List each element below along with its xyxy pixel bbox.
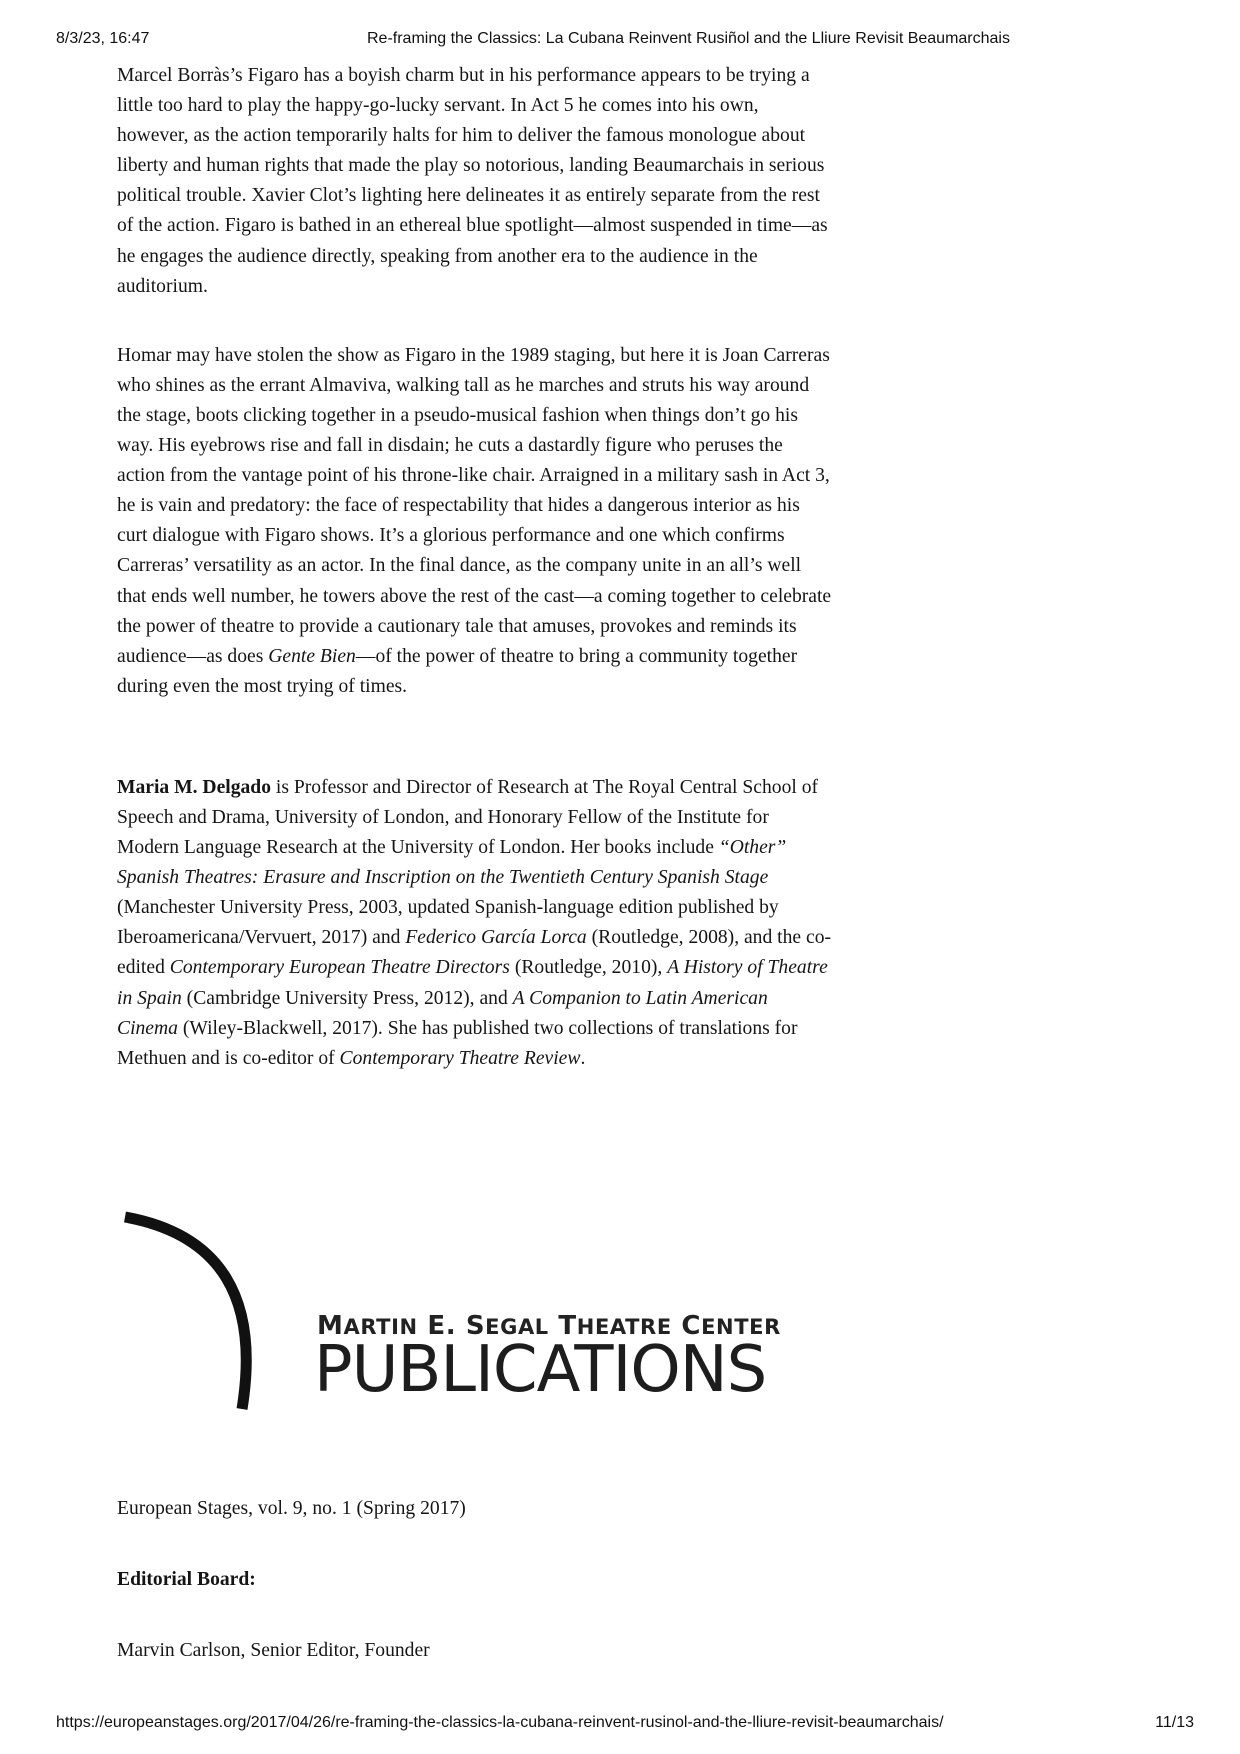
author-name: Maria M. Delgado	[117, 776, 271, 798]
issue-volume: European Stages, vol. 9, no. 1 (Spring 2017)	[117, 1498, 466, 1519]
paragraph-text: —of the power of theatre to bring a community together during even the most trying of times.	[117, 645, 798, 697]
print-url: https://europeanstages.org/2017/04/26/re-framing-the-classics-la-cubana-reinvent-rusinol-and-the-lliure-revisit-beaumarchais/	[56, 1714, 944, 1731]
book-title: A History of Theatre in Spain	[117, 957, 828, 1009]
article-paragraph	[117, 341, 833, 702]
bio-text: (Cambridge University Press, 2012), and	[181, 987, 513, 1009]
bio-text: is Professor and Director of Research at The Royal Central School of Speech and Drama, University of London, and Honorary Fellow of the Institute for Modern Language Research at the University of London. Her books include	[117, 776, 819, 859]
bio-text: (Routledge, 2008), and the co-edited	[117, 927, 832, 979]
author-bio	[117, 773, 833, 1074]
article-body	[117, 61, 833, 1074]
logo-line-center-name: MARTIN E. SEGAL THEATRE CENTER	[317, 1311, 781, 1341]
bio-text: .	[580, 1047, 586, 1069]
editor-entry: Marvin Carlson, Senior Editor, Founder	[117, 1640, 430, 1661]
bio-text: (Wiley-Blackwell, 2017). She has published two collections of translations for Methuen and is co-editor of	[117, 1017, 798, 1069]
book-title: A Companion to Latin American Cinema	[117, 987, 768, 1039]
arc-logo-icon	[119, 1203, 319, 1425]
book-title: “Other” Spanish Theatres: Erasure and Inscription on the Twentieth Century Spanish Stage	[117, 837, 787, 889]
logo-line-publications: PUBLICATIONS	[314, 1333, 767, 1407]
bio-text: (Routledge, 2010),	[509, 957, 668, 979]
segal-center-publications-logo	[119, 1203, 779, 1425]
bio-text: (Manchester University Press, 2003, updated Spanish-language edition published by Iberoamericana/Vervuert, 2017) and	[117, 897, 779, 949]
print-page-number: 11/13	[1155, 1714, 1194, 1731]
book-title: Federico García Lorca	[405, 927, 587, 949]
paragraph-text: Homar may have stolen the show as Figaro in the 1989 staging, but here it is Joan Carreras who shines as the errant Almaviva, walking tall as he marches and struts his way around the stage, boots clicking together in a pseudo-musical fashion when things don’t go his way. His eyebrows rise and fall in disdain; he cuts a dastardly figure who peruses the action from the vantage point of his throne-like chair. Arraigned in a military sash in Act 3, he is vain and predatory: the face of respectability that hides a dangerous interior as his curt dialogue with Figaro shows. It’s a glorious performance and one which confirms Carreras’ versatility as an actor. In the final dance, as the company unite in an all’s well that ends well number, he towers above the rest of the cast—a coming together to celebrate the power of theatre to provide a cautionary tale that amuses, provokes and reminds its audience—as does	[117, 344, 832, 667]
article-paragraph: Marcel Borràs’s Figaro has a boyish charm but in his performance appears to be trying a little too hard to play the happy-go-lucky servant. In Act 5 he comes into his own, however, as the action temporarily halts for him to deliver the famous monologue about liberty and human rights that made the play so notorious, landing Beaumarchais in serious political trouble. Xavier Clot’s lighting here delineates it as entirely separate from the rest of the action. Figaro is bathed in an ethereal blue spotlight—almost suspended in time—as he engages the audience directly, speaking from another era to the audience in the auditorium.	[117, 65, 828, 297]
print-header	[0, 28, 1240, 52]
italic-title: Gente Bien	[268, 645, 356, 667]
journal-title: Contemporary Theatre Review	[339, 1047, 581, 1069]
print-page-title: Re-framing the Classics: La Cubana Reinvent Rusiñol and the Lliure Revisit Beaumarchais	[367, 30, 1010, 47]
print-datetime: 8/3/23, 16:47	[56, 30, 150, 47]
editorial-board-heading: Editorial Board:	[117, 1569, 256, 1590]
book-title: Contemporary European Theatre Directors	[169, 957, 510, 979]
